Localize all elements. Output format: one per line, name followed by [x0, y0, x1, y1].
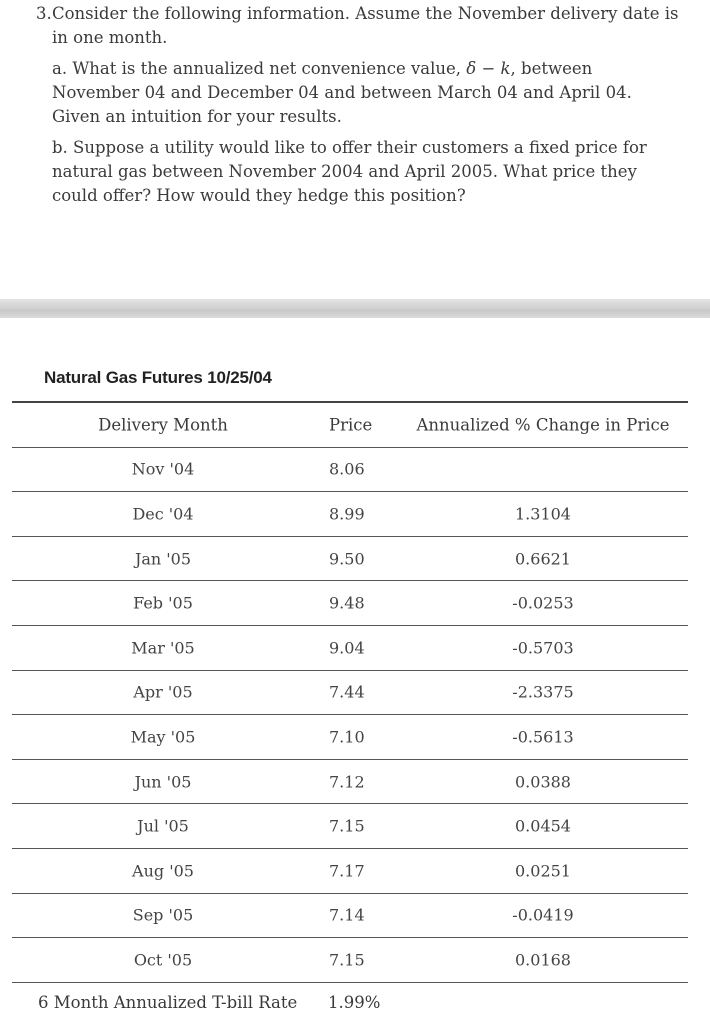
table-row	[12, 894, 688, 939]
price-cell: 7.15	[329, 950, 365, 970]
annualized-change-cell: 0.6621	[515, 549, 571, 569]
delivery-month-cell: Sep '05	[132, 905, 194, 925]
header-annualized-change: Annualized % Change in Price	[416, 415, 670, 435]
delivery-month-cell: Aug '05	[132, 861, 194, 881]
price-cell: 7.10	[329, 727, 365, 747]
delivery-month-cell: Dec '04	[132, 504, 194, 524]
price-cell: 7.15	[329, 816, 365, 836]
question-part-b: b. Suppose a utility would like to offer their customers a fixed price for natural gas between November 2004 and April 2005. What price they could offer? How would they hedge this position?	[52, 138, 647, 205]
price-cell: 8.99	[329, 504, 365, 524]
price-cell: 7.12	[329, 772, 365, 792]
annualized-change-cell: -0.5703	[512, 638, 574, 658]
tbill-value: 1.99%	[328, 993, 381, 1012]
annualized-change-cell: 1.3104	[515, 504, 571, 524]
part-a-lead: a. What is the annualized net convenience value,	[52, 59, 467, 78]
question-intro	[36, 2, 686, 50]
question-intro-text: Consider the following information. Assume the November delivery date is in one month.	[52, 4, 679, 47]
delivery-month-cell: May '05	[130, 727, 196, 747]
futures-table	[12, 401, 688, 983]
delivery-month-cell: Mar '05	[131, 638, 195, 658]
price-cell: 7.17	[329, 861, 365, 881]
table-row	[12, 537, 688, 582]
delivery-month-cell: Oct '05	[133, 950, 193, 970]
table-row	[12, 492, 688, 537]
delivery-month-cell: Feb '05	[133, 593, 193, 613]
tbill-label: 6 Month Annualized T-bill Rate	[38, 993, 298, 1012]
price-cell: 7.44	[329, 682, 365, 702]
table-row	[12, 849, 688, 894]
price-cell: 9.50	[329, 549, 365, 569]
table-title: Natural Gas Futures 10/25/04	[44, 368, 272, 387]
table-row	[12, 760, 688, 805]
table-row	[12, 626, 688, 671]
table-row	[12, 715, 688, 760]
delivery-month-cell: Apr '05	[133, 682, 193, 702]
delivery-month-cell: Jan '05	[134, 549, 192, 569]
annualized-change-cell: -0.0419	[512, 905, 574, 925]
part-a-rest: , between November 04 and December 04 and between March 04 and April 04. Given an intuition for your results.	[52, 59, 632, 126]
question-block	[36, 2, 686, 208]
annualized-change-cell: 0.0168	[515, 950, 571, 970]
question-part-a	[52, 57, 686, 129]
part-a-symbol: δ − k	[466, 59, 511, 78]
delivery-month-cell: Jul '05	[137, 816, 189, 836]
price-cell: 8.06	[329, 459, 365, 479]
header-price: Price	[329, 415, 373, 435]
table-header-row	[12, 403, 688, 448]
table-row	[12, 671, 688, 716]
table-row	[12, 938, 688, 983]
section-divider	[0, 299, 710, 318]
annualized-change-cell: 0.0454	[515, 816, 571, 836]
annualized-change-cell: 0.0388	[515, 772, 571, 792]
question-number: 3.	[36, 4, 52, 23]
table-row	[12, 581, 688, 626]
annualized-change-cell: -0.5613	[512, 727, 574, 747]
annualized-change-cell: -2.3375	[512, 682, 574, 702]
price-cell: 9.48	[329, 593, 365, 613]
table-body	[12, 448, 688, 983]
table-row	[12, 448, 688, 493]
delivery-month-cell: Jun '05	[134, 772, 192, 792]
header-delivery-month: Delivery Month	[98, 415, 228, 435]
table-row	[12, 804, 688, 849]
price-cell: 9.04	[329, 638, 365, 658]
annualized-change-cell: -0.0253	[512, 593, 574, 613]
delivery-month-cell: Nov '04	[131, 459, 195, 479]
price-cell: 7.14	[329, 905, 365, 925]
annualized-change-cell: 0.0251	[515, 861, 571, 881]
